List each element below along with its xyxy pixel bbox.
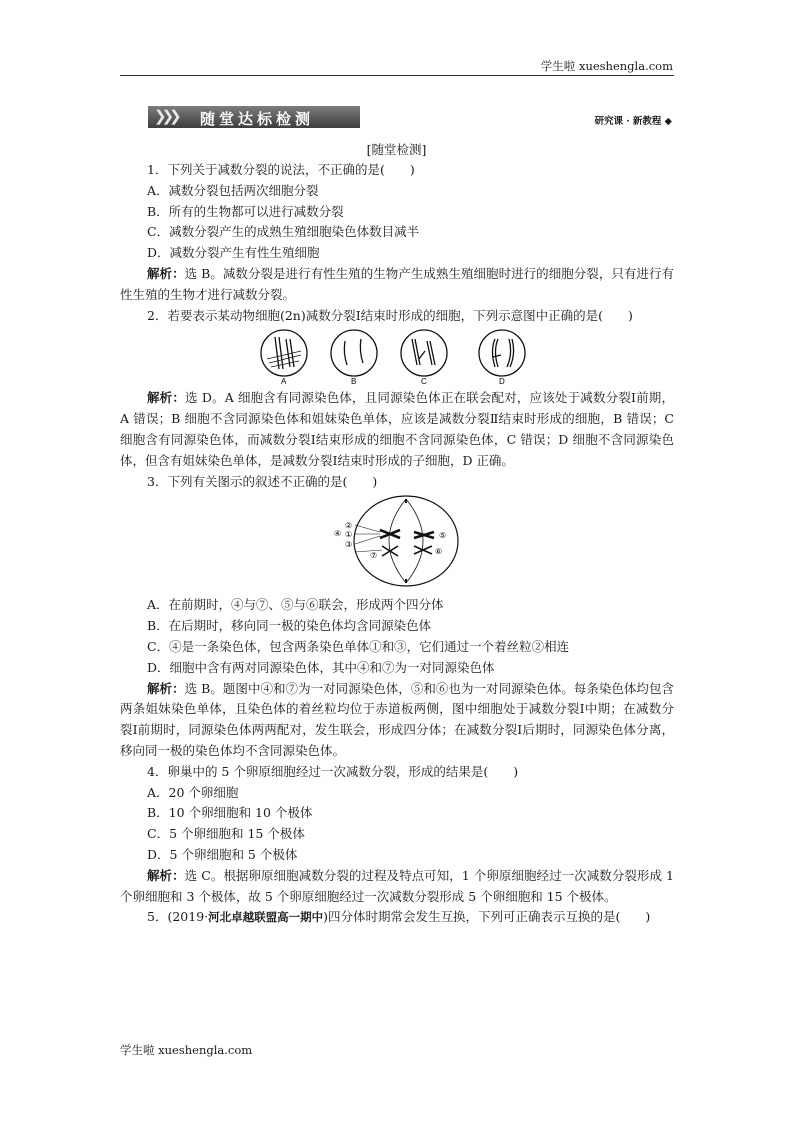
q1-analysis-text: 选 B。减数分裂是进行有性生殖的生物产生成熟生殖细胞时进行的细胞分裂，只有进行有性生殖的生物才进行减数分裂。 — [120, 265, 674, 302]
section-title: [随堂检测] — [366, 142, 427, 157]
q1-option-a: A．减数分裂包括两次细胞分裂 — [147, 182, 319, 198]
analysis-label: 解析： — [147, 867, 185, 883]
q3-stem: 3．下列有关图示的叙述不正确的是( ) — [147, 473, 378, 489]
q2-stem: 2．若要表示某动物细胞(2n)减数分裂Ⅰ结束时形成的细胞，下列示意图中正确的是( ) — [147, 307, 633, 323]
q3-label-5: ⑤ — [439, 531, 447, 541]
q3-analysis-text: 选 B。题图中④和⑦为一对同源染色体，⑤和⑥也为一对同源染色体。每条染色体均包含两条姐妹染色单体，且染色体的着丝粒均位于赤道板两侧，图中细胞处于减数分裂Ⅰ中期；在减数分裂Ⅰ前期时，同源染色体两两配对，发生联会，形成四分体；在减数分裂Ⅰ后期时，同源染色体分离，移向同一极的染色体均不含同源染色体。 — [120, 680, 674, 758]
q3-analysis — [120, 679, 674, 762]
q2-figure — [120, 329, 674, 386]
q3-label-4: ④ — [334, 529, 342, 539]
q4-stem: 4．卵巢中的 5 个卵原细胞经过一次减数分裂，形成的结果是( ) — [147, 763, 519, 779]
q1-option-b: B．所有的生物都可以进行减数分裂 — [147, 203, 344, 219]
q5-stem-suffix: )四分体时期常会发生互换，下列可正确表示互换的是( ) — [323, 909, 651, 925]
q3-label-3: ③ — [345, 540, 353, 550]
q3-option-c: C．④是一条染色体，包含两条染色单体①和③，它们通过一个着丝粒②相连 — [147, 638, 570, 654]
chevron-icon: ❯❯❯ — [154, 107, 177, 125]
header-site: 学生啦 xueshengla.com — [540, 59, 673, 73]
question-content — [120, 160, 674, 928]
q5-stem — [120, 907, 674, 928]
q3-label-1: ① — [345, 530, 353, 540]
q1-analysis — [120, 264, 674, 306]
q2-analysis — [120, 388, 674, 471]
q5-stem-prefix: 5．(2019· — [147, 909, 209, 925]
analysis-label: 解析： — [147, 265, 185, 281]
q2-fig-label-b: B — [351, 377, 357, 387]
q1-stem: 1．下列关于减数分裂的说法，不正确的是( ) — [147, 162, 415, 177]
q3-label-6: ⑥ — [435, 547, 443, 557]
q4-option-d: D．5 个卵细胞和 5 个极体 — [147, 846, 298, 862]
q3-figure — [120, 494, 674, 589]
q1-option-d: D．减数分裂产生有性生殖细胞 — [147, 245, 320, 261]
q3-label-2: ② — [345, 521, 353, 531]
footer-site: 学生啦 xueshengla.com — [120, 1043, 253, 1057]
analysis-label: 解析： — [147, 390, 186, 406]
brand-mark: 研究课 · 新教程 ◆ — [594, 116, 672, 127]
q3-option-a: A．在前期时，④与⑦、⑤与⑥联会，形成两个四分体 — [147, 597, 444, 613]
q1-option-c: C．减数分裂产生的成熟生殖细胞染色体数目减半 — [147, 224, 420, 240]
q5-source: 河北卓越联盟高一期中 — [208, 910, 324, 925]
q4-option-a: A．20 个卵细胞 — [147, 784, 239, 800]
q2-fig-label-d: D — [499, 377, 505, 387]
q4-option-b: B．10 个卵细胞和 10 个极体 — [147, 805, 313, 821]
banner-title: 随堂达标检测 — [200, 110, 315, 128]
header-rule — [120, 75, 674, 76]
q4-analysis-text: 选 C。根据卵原细胞减数分裂的过程及特点可知，1 个卵原细胞经过一次减数分裂形成 1 个卵细胞和 3 个极体，故 5 个卵原细胞经过一次减数分裂形成 5 个卵细胞和 15 个极体。 — [120, 867, 674, 904]
q3-option-b: B．在后期时，移向同一极的染色体均含同源染色体 — [147, 618, 432, 634]
section-banner — [148, 106, 360, 128]
q2-fig-label-c: C — [421, 377, 427, 387]
q3-label-7: ⑦ — [370, 551, 378, 561]
q4-option-c: C．5 个卵细胞和 15 个极体 — [147, 826, 305, 842]
analysis-label: 解析： — [147, 680, 185, 696]
q2-fig-label-a: A — [281, 377, 287, 387]
q2-analysis-text: 选 D。A 细胞含有同源染色体，且同源染色体正在联会配对，应该处于减数分裂Ⅰ前期，A 错误；B 细胞不含同源染色体和姐妹染色单体，应该是减数分裂Ⅱ结束时形成的细胞，B 错误；C 细胞含有同源染色体，而减数分裂Ⅰ结束形成的细胞不含同源染色体，C 错误；D 细胞不含同源染色体，但含有姐妹染色单体，是减数分裂Ⅰ结束时形成的子细胞，D 正确。 — [120, 390, 674, 468]
q4-analysis — [120, 866, 674, 908]
q3-option-d: D．细胞中含有两对同源染色体，其中④和⑦为一对同源染色体 — [147, 659, 495, 675]
